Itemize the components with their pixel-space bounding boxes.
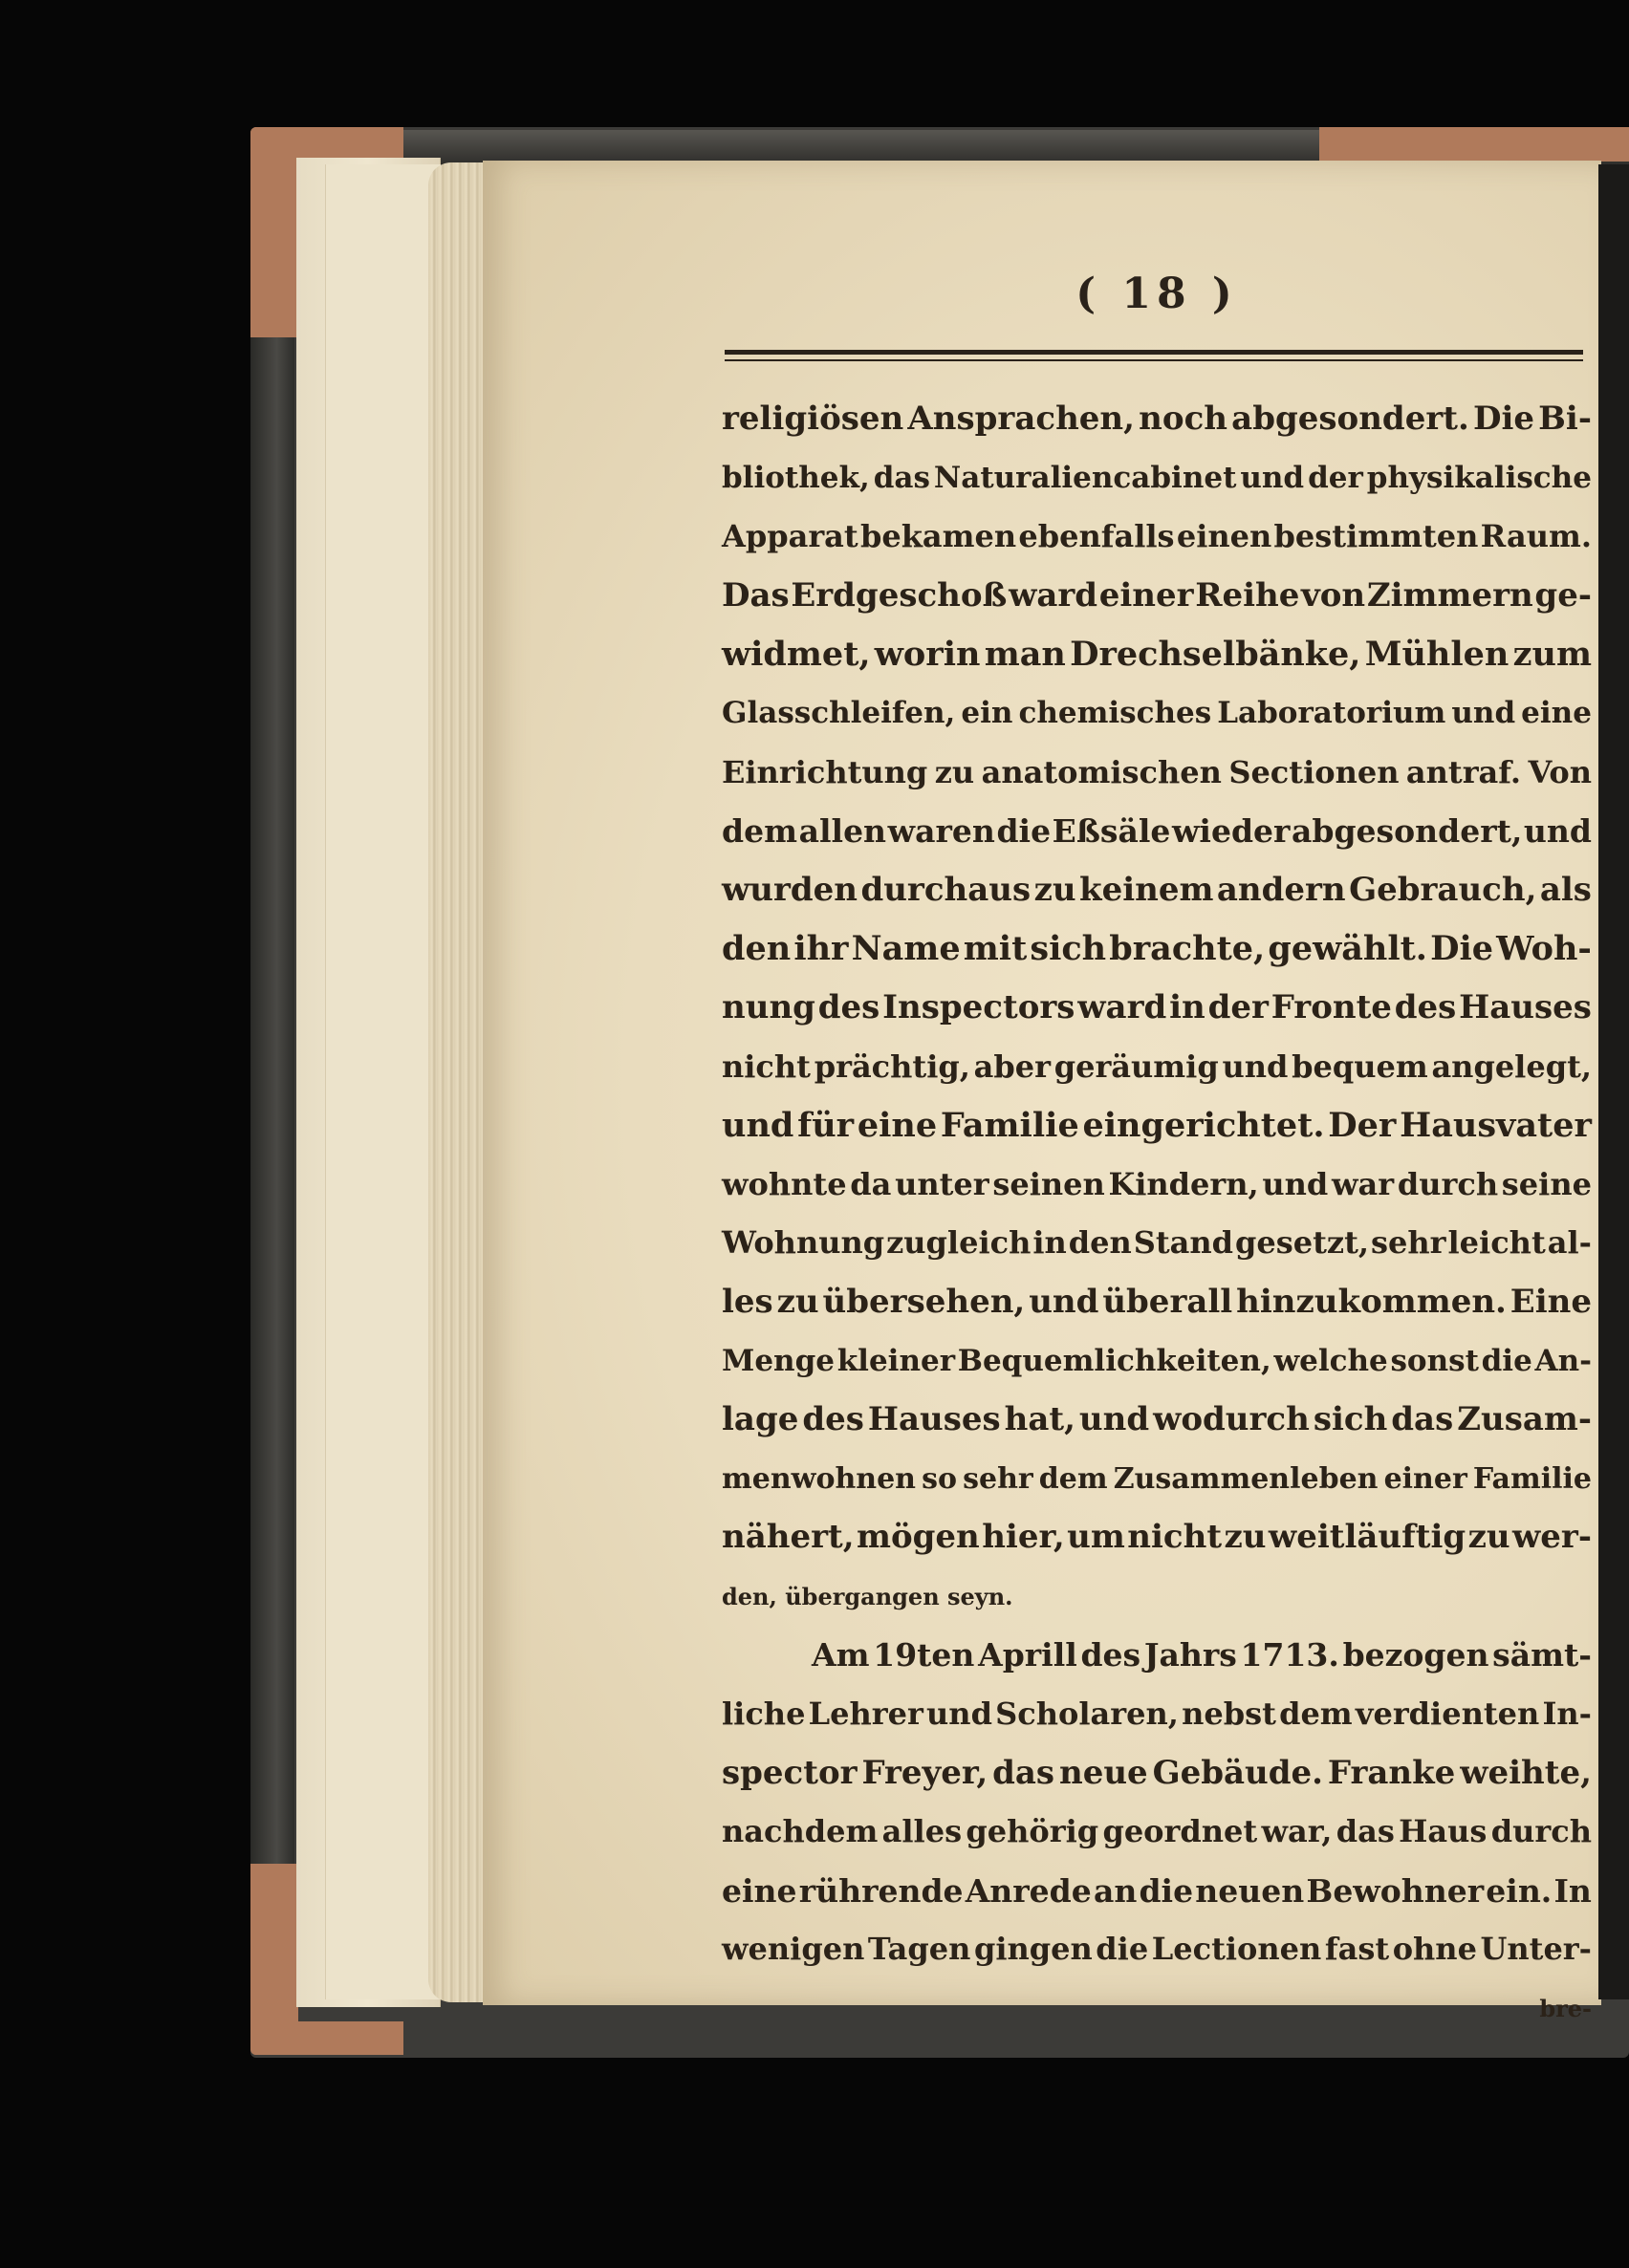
text-line: nachdem alles gehörig geordnet war, das Haus durch <box>722 1813 1592 1850</box>
text-line: Am 19ten Aprill des Jahrs 1713. bezogen sämt- <box>812 1636 1592 1674</box>
text-line: wurden durchaus zu keinem andern Gebrauch, als <box>722 870 1592 909</box>
text-line: nung des Inspectors ward in der Fronte des Hauses <box>722 987 1592 1026</box>
flyleaf-inner <box>325 164 441 1999</box>
text-line: Einrichtung zu anatomischen Sectionen antraf. Von <box>722 753 1592 790</box>
text-line: liche Lehrer und Scholaren, nebst dem verdienten In- <box>722 1696 1592 1733</box>
text-line: religiösen Ansprachen, noch abgesondert. Die Bi- <box>722 400 1592 438</box>
text-line: Menge kleiner Bequemlichkeiten, welche sonst die An- <box>722 1343 1592 1378</box>
page-number: ( 18 ) <box>1075 270 1238 318</box>
leather-corner-top-right <box>1319 127 1629 162</box>
text-line: spector Freyer, das neue Gebäude. Franke weihte, <box>722 1753 1592 1792</box>
text-line: wohnte da unter seinen Kindern, und war durch seine <box>722 1165 1592 1202</box>
text-line: Apparat bekamen ebenfalls einen bestimmten Raum. <box>722 518 1592 555</box>
text-line: Glasschleifen, ein chemisches Laboratorium und eine <box>722 695 1592 730</box>
cover-cloth <box>250 335 294 1864</box>
text-line: nicht prächtig, aber geräumig und bequem angelegt, <box>722 1048 1592 1085</box>
text-line: les zu übersehen, und überall hinzukommen. Eine <box>722 1282 1592 1321</box>
leather-corner-top-left-side <box>250 127 298 337</box>
leather-corner-bottom-left <box>250 2021 403 2055</box>
header-rule-thick <box>725 350 1583 355</box>
text-line: Das Erdgeschoß ward einer Reihe von Zimmern ge- <box>722 575 1592 615</box>
text-line: nähert, mögen hier, um nicht zu weitläuftig zu wer- <box>722 1518 1592 1557</box>
text-line: den ihr Name mit sich brachte, gewählt. Die Woh- <box>722 929 1592 969</box>
text-line: lage des Hauses hat, und wodurch sich das Zusam- <box>722 1400 1592 1439</box>
text-line: bliothek, das Naturaliencabinet und der physikalische <box>722 460 1592 495</box>
text-line: und für eine Familie eingerichtet. Der Hausvater <box>722 1106 1592 1146</box>
text-line: dem allen waren die Eßsäle wieder abgesondert, und <box>722 812 1592 851</box>
text-line: den, übergangen seyn. <box>722 1582 1013 1610</box>
text-line: Wohnung zugleich in den Stand gesetzt, sehr leicht al- <box>722 1224 1592 1262</box>
text-line: menwohnen so sehr dem Zusammenleben einer Familie <box>722 1461 1592 1496</box>
text-line: widmet, worin man Drechselbänke, Mühlen zum <box>722 635 1592 675</box>
page-gutter-shadow <box>1598 164 1629 1999</box>
header-rule-thin <box>725 359 1583 361</box>
body-text <box>722 390 1592 2039</box>
catchword: bre- <box>1539 1995 1592 2023</box>
text-line: wenigen Tagen gingen die Lectionen fast ohne Unter- <box>722 1931 1592 1968</box>
text-line: eine rührende Anrede an die neuen Bewohner ein. In <box>722 1871 1592 1910</box>
